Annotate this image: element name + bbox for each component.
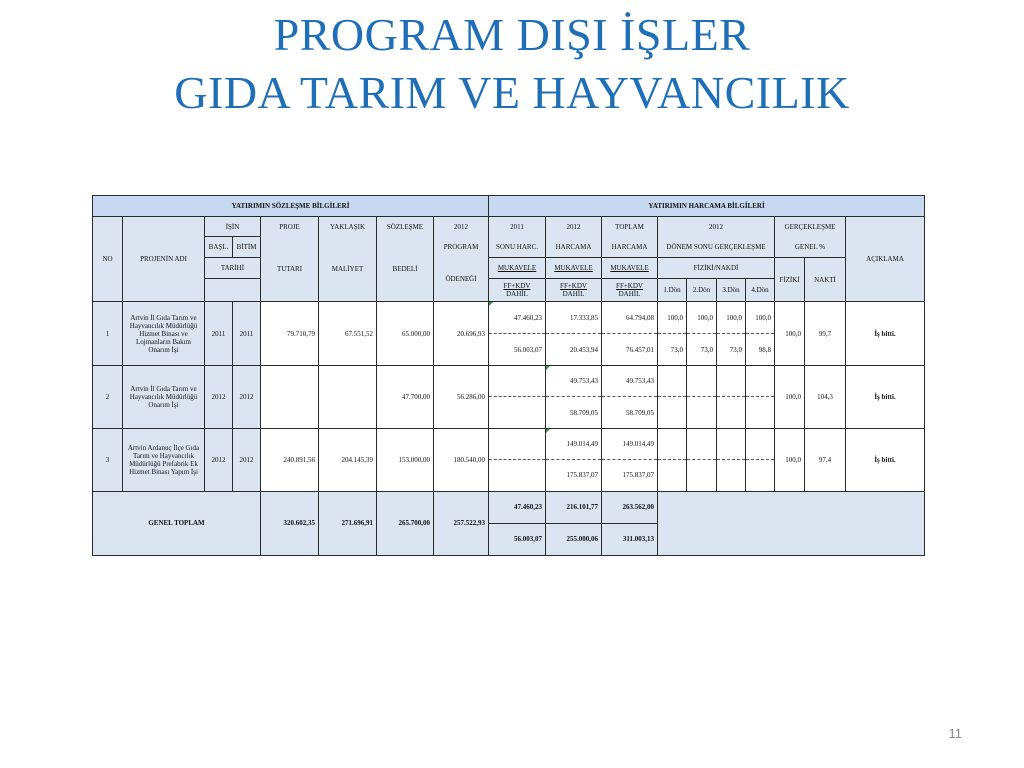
row-project-name: Artvin İl Gıda Tarım ve Hayvancılık Müdürlüğü Onarım İşi xyxy=(123,366,205,428)
dahil-label: DAHİL xyxy=(618,290,641,299)
header-fiziki: FİZİKİ xyxy=(775,258,805,302)
header-yaklasik-l2: MALİYET xyxy=(319,237,377,302)
row-nd1 xyxy=(658,459,687,491)
investment-table xyxy=(92,195,925,556)
row-fd3: 100,0 xyxy=(717,302,746,334)
total-program: 257.522,93 xyxy=(434,491,489,555)
row-b-2011: 56.003,07 xyxy=(489,334,546,366)
header-basl: BAŞL. xyxy=(205,237,233,258)
total-b-top: 311.003,13 xyxy=(602,523,658,555)
ffkdv-label: FF+KDV xyxy=(503,282,531,291)
row-nd2 xyxy=(687,397,717,428)
header-ffkdv-top xyxy=(602,279,658,302)
row-no: 1 xyxy=(93,302,123,366)
header-2011-l2: SONU HARC. xyxy=(489,237,546,258)
row-nd4: 98,8 xyxy=(746,334,775,366)
row-basl: 2012 xyxy=(205,366,233,428)
header-prog-l2: PROGRAM xyxy=(434,237,489,258)
row-nd1: 73,0 xyxy=(658,334,687,366)
total-a-2012: 216.101,77 xyxy=(546,491,602,523)
header-gercek-l2: GENEL % xyxy=(775,237,846,258)
ffkdv-label: FF+KDV xyxy=(560,282,587,291)
row-nakti: 104,3 xyxy=(805,366,846,428)
table-row xyxy=(93,302,925,334)
row-fd4 xyxy=(746,428,775,459)
row-b-2012: 58.709,05 xyxy=(546,397,602,428)
row-fiziki: 100,0 xyxy=(775,428,805,491)
header-mukavele-2012: MUKAVELE xyxy=(546,258,602,279)
row-fd2 xyxy=(687,366,717,397)
row-nd3 xyxy=(717,459,746,491)
row-b-top: 76.457,01 xyxy=(602,334,658,366)
row-b-2011 xyxy=(489,459,546,491)
row-a-2012: 149.014,49 xyxy=(546,428,602,459)
slide-number: 11 xyxy=(948,726,962,741)
row-sozlesme: 47.700,00 xyxy=(377,366,434,428)
header-isin: İŞİN xyxy=(205,217,261,237)
row-proje: 79.710,79 xyxy=(261,302,319,366)
header-top-l1: TOPLAM xyxy=(602,217,658,237)
row-bitim: 2012 xyxy=(233,428,261,491)
header-ffkdv-2012 xyxy=(546,279,602,302)
row-a-2011 xyxy=(489,428,546,459)
total-a-top: 263.562,00 xyxy=(602,491,658,523)
row-fiziki: 100,0 xyxy=(775,302,805,366)
dahil-label: DAHİL xyxy=(506,290,528,299)
dahil-label: DAHİL xyxy=(562,290,585,299)
total-yaklasik: 271.696,91 xyxy=(319,491,377,555)
table-row xyxy=(93,366,925,397)
row-program: 56.286,00 xyxy=(434,366,489,428)
row-a-2011: 47.460,23 xyxy=(489,302,546,334)
header-yaklasik-l1: YAKLAŞIK xyxy=(319,217,377,237)
total-a-2011: 47.460,23 xyxy=(489,491,546,523)
header-2012-l1: 2012 xyxy=(546,217,602,237)
row-fd2: 100,0 xyxy=(687,302,717,334)
section-expense-info: YATIRIMIN HARCAMA BİLGİLERİ xyxy=(489,196,925,217)
row-yaklasik xyxy=(319,366,377,428)
row-nd4 xyxy=(746,397,775,428)
row-proje: 240.891,56 xyxy=(261,428,319,491)
total-proje: 320.602,35 xyxy=(261,491,319,555)
header-nakti: NAKTİ xyxy=(805,258,846,302)
row-aciklama: İş bitti. xyxy=(846,428,925,491)
row-b-top: 58.709,05 xyxy=(602,397,658,428)
row-b-2012: 20.453,94 xyxy=(546,334,602,366)
total-b-2012: 255.000,06 xyxy=(546,523,602,555)
row-project-name: Artvin İl Gıda Tarım ve Hayvancılık Müdürlüğü Hizmet Binası ve Lojmanların Bakım Onarım İşi xyxy=(123,302,205,366)
total-blank xyxy=(658,491,925,555)
row-a-top: 64.794,08 xyxy=(602,302,658,334)
row-aciklama: İş bitti. xyxy=(846,366,925,428)
row-fd4: 100,0 xyxy=(746,302,775,334)
header-d1: 1.Dön xyxy=(658,279,687,302)
row-a-2011 xyxy=(489,366,546,397)
header-donem: DÖNEM SONU GERÇEKLEŞME xyxy=(658,237,775,258)
row-basl: 2011 xyxy=(205,302,233,366)
header-2012-l2: HARCAMA xyxy=(546,237,602,258)
row-yaklasik: 204.145,39 xyxy=(319,428,377,491)
row-a-2012: 49.753,43 xyxy=(546,366,602,397)
total-b-2011: 56.003,07 xyxy=(489,523,546,555)
row-a-top: 49.753,43 xyxy=(602,366,658,397)
header-top-l2: HARCAMA xyxy=(602,237,658,258)
row-bitim: 2011 xyxy=(233,302,261,366)
header-prog-l3: ÖDENEĞİ xyxy=(434,258,489,302)
row-no: 3 xyxy=(93,428,123,491)
ffkdv-label: FF+KDV xyxy=(616,282,643,291)
row-nd2: 73,0 xyxy=(687,334,717,366)
header-proje-l2: TUTARI xyxy=(261,237,319,302)
row-b-2012: 175.837,07 xyxy=(546,459,602,491)
header-sozlesme-l1: SÖZLEŞME xyxy=(377,217,434,237)
header-mukavele-top: MUKAVELE xyxy=(602,258,658,279)
header-d4: 4.Dön xyxy=(746,279,775,302)
header-2011-l1: 2011 xyxy=(489,217,546,237)
header-sozlesme-l2: BEDELİ xyxy=(377,237,434,302)
row-nd4 xyxy=(746,459,775,491)
header-prog-l1: 2012 xyxy=(434,217,489,237)
header-ffkdv-2011 xyxy=(489,279,546,302)
row-proje xyxy=(261,366,319,428)
row-nd3: 73,0 xyxy=(717,334,746,366)
row-nd3 xyxy=(717,397,746,428)
header-fiziki-nakdi: FİZİKİ/NAKDİ xyxy=(658,258,775,279)
header-tarihi: TARİHİ xyxy=(205,258,261,279)
header-no: NO xyxy=(93,217,123,302)
slide-title-line2: GIDA TARIM VE HAYVANCILIK xyxy=(174,67,850,118)
header-aciklama: AÇIKLAMA xyxy=(846,217,925,302)
row-project-name: Artvin Ardanuç İlçe Gıda Tarım ve Hayvancılık Müdürlüğü Prefabrik Ek Hizmet Binası Yapım İşi xyxy=(123,428,205,491)
row-b-2011 xyxy=(489,397,546,428)
section-contract-info: YATIRIMIN SÖZLEŞME BİLGİLERİ xyxy=(93,196,489,217)
row-sozlesme: 153.000,00 xyxy=(377,428,434,491)
total-label: GENEL TOPLAM xyxy=(93,491,261,555)
total-row xyxy=(93,491,925,523)
header-d3: 3.Dön xyxy=(717,279,746,302)
slide-title-line1: PROGRAM DIŞI İŞLER xyxy=(273,9,751,60)
header-project-name: PROJENİN ADI xyxy=(123,217,205,302)
total-sozlesme: 265.700,00 xyxy=(377,491,434,555)
row-aciklama: İş bitti. xyxy=(846,302,925,366)
header-mukavele-2011: MUKAVELE xyxy=(489,258,546,279)
header-donem-year: 2012 xyxy=(658,217,775,237)
row-sozlesme: 65.000,00 xyxy=(377,302,434,366)
row-yaklasik: 67.551,52 xyxy=(319,302,377,366)
header-proje-l1: PROJE xyxy=(261,217,319,237)
row-no: 2 xyxy=(93,366,123,428)
row-fd1 xyxy=(658,428,687,459)
row-a-2012: 17.333,85 xyxy=(546,302,602,334)
row-fd4 xyxy=(746,366,775,397)
row-nakti: 97,4 xyxy=(805,428,846,491)
row-nd1 xyxy=(658,397,687,428)
row-fd1 xyxy=(658,366,687,397)
row-b-top: 175.837,07 xyxy=(602,459,658,491)
row-bitim: 2012 xyxy=(233,366,261,428)
row-fd3 xyxy=(717,428,746,459)
header-gercek-l1: GERÇEKLEŞME xyxy=(775,217,846,237)
row-fiziki: 100,0 xyxy=(775,366,805,428)
row-fd2 xyxy=(687,428,717,459)
header-bitim: BİTİM xyxy=(233,237,261,258)
row-a-top: 149.014,49 xyxy=(602,428,658,459)
table-row xyxy=(93,428,925,459)
header-tarihi-blank xyxy=(205,279,261,302)
row-nd2 xyxy=(687,459,717,491)
header-d2: 2.Dön xyxy=(687,279,717,302)
row-fd3 xyxy=(717,366,746,397)
row-basl: 2012 xyxy=(205,428,233,491)
row-program: 180.540,00 xyxy=(434,428,489,491)
row-nakti: 99,7 xyxy=(805,302,846,366)
row-fd1: 100,0 xyxy=(658,302,687,334)
row-program: 20.696,93 xyxy=(434,302,489,366)
